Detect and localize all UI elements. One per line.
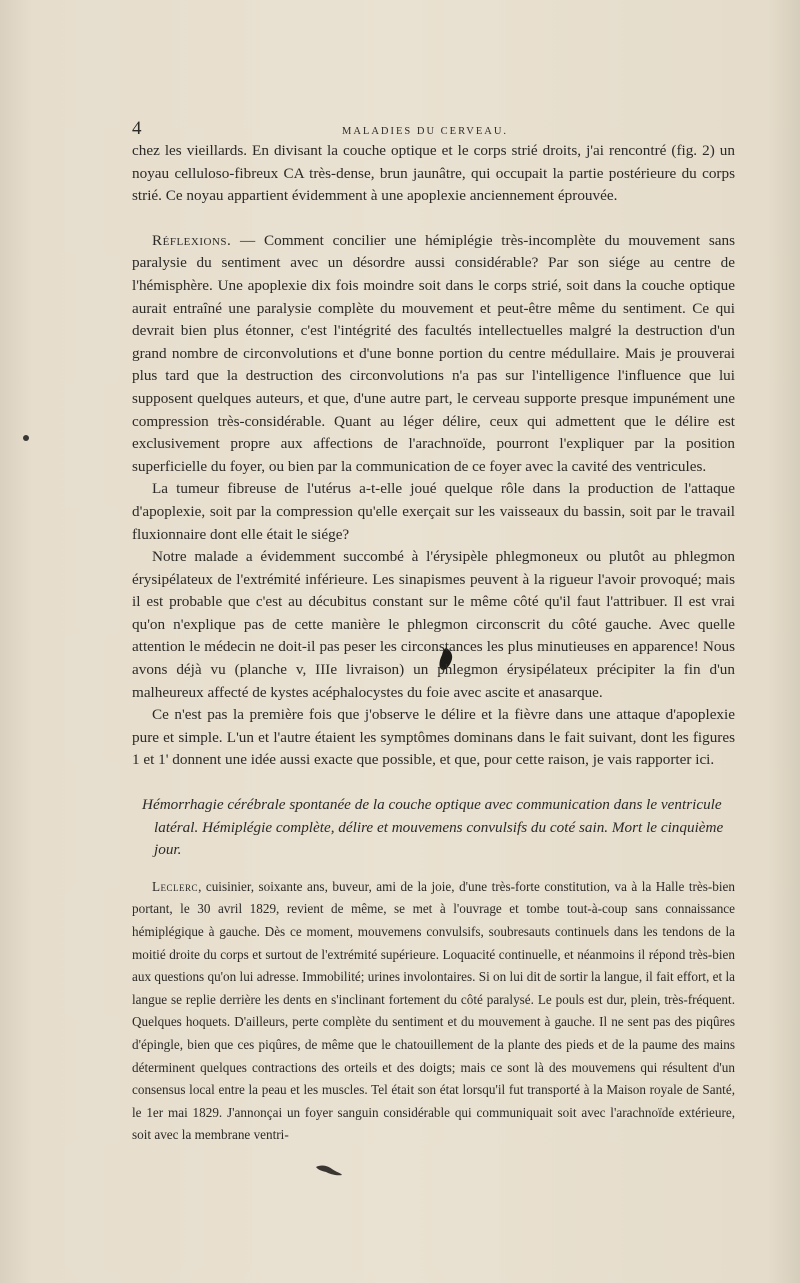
case-body-text: , cuisinier, soixante ans, buveur, ami de la joie, d'une très-forte constitution, va à la Halle très-bien portant, le 30 avril 1829, revient de même, se met à l'ouvrage et tombe tout-à-coup sans connaissance hémiplégique à gauche. Dès ce moment, mouvemens convulsifs, soubresauts continuels dans les tendons de la moitié droite du corps et surtout de l'extrémité supérieure. Loquacité continuelle, et néanmoins il répond très-bien aux questions qu'on lui adresse. Immobilité; urines involontaires. Si on lui dit de sortir la langue, il fait effort, et la langue se replie derrière les dents en s'inclinant fortement du côté paralysé. Le pouls est dur, plein, très-fréquent. Quelques hoquets. D'ailleurs, perte complète du sentiment et du mouvement à gauche. Il ne sent pas des piqûres d'épingle, bien que ces piqûres, de même que le chatouillement de la plante des pieds et de la paume des mains déterminent quelques contractions des orteils et des doigts; mais ce sont là des mouvemens qui résultent d'un consensus local entre la peau et les muscles. Tel était son état lorsqu'il fut transporté à la Maison royale de Santé, le 1er mai 1829. J'annonçai un foyer sanguin considérable qui communiquait soit avec l'arachnoïde extérieure, soit avec la membrane ventri- (132, 878, 735, 1143)
running-head: MALADIES DU CERVEAU. (342, 126, 509, 137)
ink-dot (23, 435, 29, 441)
reflexions-text: — Comment concilier une hémiplégie très-incomplète du mouvement sans paralysie du sentiment avec un désordre aussi considérable? Par son siége au centre de l'hémisphère. Une apoplexie dix fois moindre soit dans le corps strié, soit dans la couche optique aurait entraîné une paralysie complète du mouvement et peut-être même du sentiment. Ce qui devrait bien plus étonner, c'est l'intégrité des facultés intellectuelles malgré la destruction d'un grand nombre de circonvolutions et d'une bonne portion du centre médullaire. Mais je prouverai plus tard que la destruction des circonvolutions n'a pas sur l'intelligence l'influence que lui supposent quelques auteurs, et que, d'une autre part, le cerveau supporte presque impunément une compression très-considérable. Quant au léger délire, ceux qui admettent que le délire est exclusivement propre aux affections de l'arachnoïde, pourront l'expliquer par la position superficielle du foyer, ou bien par la communication de ce foyer avec la cavité des ventricules. (132, 231, 735, 475)
ink-smudge (314, 1163, 344, 1177)
case-title-line-2: latéral. Hémiplégie complète, délire et mouvemens convulsifs du coté sain. Mort le cinquième jour. (154, 818, 724, 859)
page-content (132, 118, 735, 1147)
paragraph-3: La tumeur fibreuse de l'utérus a-t-elle joué quelque rôle dans la production de l'attaque d'apoplexie, soit par la compression qu'elle exerçait sur les vaisseaux du bassin, soit par le travail fluxionnaire dont elle était le siége? (132, 480, 735, 543)
page-number: 4 (132, 118, 142, 139)
paragraph-1: chez les vieillards. En divisant la couche optique et le corps strié droits, j'ai rencontré (fig. 2) un noyau celluloso-fibreux CA très-dense, brun jaunâtre, qui occupait la partie postérieure du corps strié. Ce noyau appartient évidemment à une apoplexie anciennement éprouvée. (132, 142, 735, 205)
reflexions-heading: Réflexions. (152, 231, 232, 249)
case-body (132, 876, 735, 1147)
paragraph-reflexions (132, 230, 735, 479)
page-header (132, 118, 735, 140)
patient-name: Leclerc (152, 878, 199, 894)
paragraph-5: Ce n'est pas la première fois que j'observe le délire et la fièvre dans une attaque d'apoplexie pure et simple. L'un et l'autre étaient les symptômes dominans dans le fait suivant, dont les figures 1 et 1' donnent une idée aussi exacte que possible, et que, pour cette raison, je vais rapporter ici. (132, 706, 735, 769)
case-title-line-1: Hémorrhagie cérébrale spontanée de la couche optique avec communication dans le ventricule (142, 796, 722, 814)
paragraph-4: Notre malade a évidemment succombé à l'érysipèle phlegmoneux ou plutôt au phlegmon érysipélateux de l'extrémité inférieure. Les sinapismes peuvent à la rigueur l'avoir provoqué; mais il est probable que c'est au décubitus constant sur le même côté qu'il faut l'attribuer. Il est vrai qu'on n'explique pas de cette manière le phlegmon circonscrit du côté gauche. Avec quelle attention le médecin ne doit-il pas peser les circonstances les plus minutieuses en apparence! Nous avons déjà vu (planche v, IIIe livraison) un phlegmon érysipélateux précipiter la fin d'un malheureux affecté de kystes acéphalocystes du foie avec ascite et anasarque. (132, 548, 735, 701)
case-title (132, 794, 735, 862)
